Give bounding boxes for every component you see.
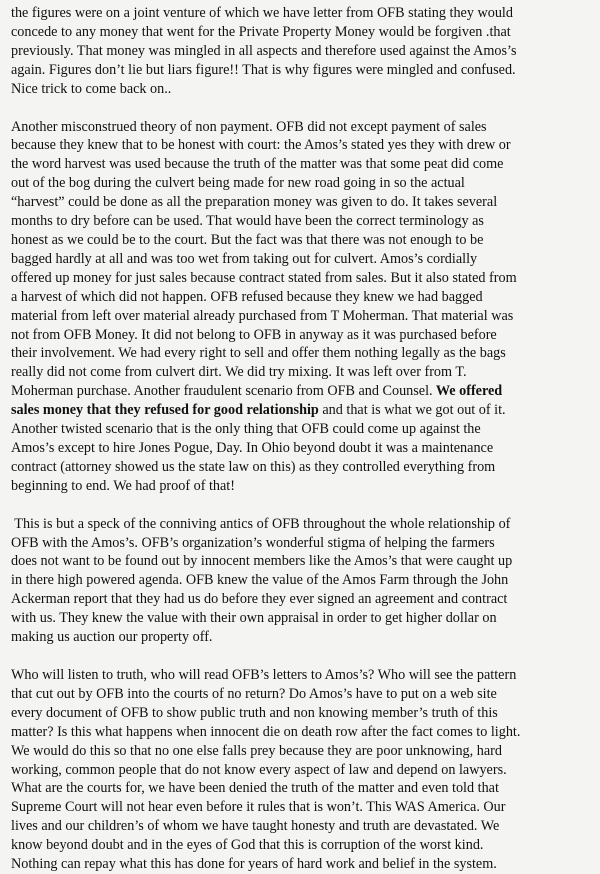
text-line: Supreme Court will not hear even before it rules that is won’t. This WAS America. Our <box>11 799 506 816</box>
text-line: matter? Is this what happens when innocent die on death row after the fact comes to light. <box>11 723 521 740</box>
text-line: every document of OFB to show public truth and non knowing member’s truth of this <box>11 704 498 721</box>
text-line: We would do this so that no one else falls prey because they are poor unknowing, hard <box>11 742 502 759</box>
text-line: again. Figures don’t lie but liars figure!! That is why figures were mingled and confused. <box>11 61 516 78</box>
text-line: Another twisted scenario that is the only thing that OFB could come up against the <box>11 421 481 438</box>
text-line: the word harvest was used because the truth of the matter was that some peat did come <box>11 156 504 173</box>
text-line: bagged hardly at all and was too wet from taking out for culvert. Amos’s cordially <box>11 250 478 267</box>
paragraph-2 <box>11 118 591 496</box>
text-line: offered up money for just sales because contract stated from sales. But it also stated from <box>11 269 517 286</box>
paragraph-3 <box>11 515 591 647</box>
text-line: material from left over material already purchased from T Moherman. That material was <box>11 307 514 324</box>
text-line: “harvest” could be done as all the preparation money was given to do. It takes several <box>11 194 498 211</box>
paragraph-1 <box>11 4 591 99</box>
text-line: contract (attorney showed us the state law on this) as they controlled everything from <box>11 458 496 475</box>
text-line: Nothing can repay what this has done for years of hard work and belief in the system. <box>11 856 497 873</box>
paragraph-4 <box>11 666 591 874</box>
text-line: the figures were on a joint venture of which we have letter from OFB stating they would <box>11 5 513 21</box>
text-line <box>11 401 591 420</box>
text-line: does not want to be found out by innocent members like the Amos’s that were caught up <box>11 553 513 570</box>
text-line: previously. That money was mingled in all aspects and therefore used against the Amos’s <box>11 42 517 59</box>
text-line: Ackerman report that they had us do before they ever signed an agreement and contract <box>11 591 508 608</box>
text-line: know beyond doubt and in the eyes of God that this is corruption of the worst kind. <box>11 837 484 854</box>
text-line: Amos’s except to hire Jones Pogue, Day. In Ohio beyond doubt it was a maintenance <box>11 439 494 456</box>
text-line: making us auction our property off. <box>11 629 213 646</box>
text-line: Who will listen to truth, who will read OFB’s letters to Amos’s? Who will see the pattern <box>11 667 517 683</box>
text-line: Another misconstrued theory of non payment. OFB did not except payment of sales <box>11 118 487 135</box>
text-line: working, common people that do not know every aspect of law and depend on lawyers. <box>11 761 507 778</box>
text-line: OFB with the Amos’s. OFB’s organization’s wonderful stigma of helping the farmers <box>11 534 495 551</box>
text-line <box>11 382 591 401</box>
text-line: What are the courts for, we have been denied the truth of the matter and even told that <box>11 780 499 797</box>
text-line: with us. They knew the value with their own appraisal in order to get higher dollar on <box>11 610 497 627</box>
text-line: honest as we could be to the court. But the fact was that there was not enough to be <box>11 231 484 248</box>
text-line: months to dry before can be used. That would have been the correct terminology as <box>11 213 484 230</box>
text-line: not from OFB Money. It did not belong to OFB in anyway as it was purchased before <box>11 326 497 343</box>
text-line: really did not come from culvert dirt. We did try mixing. It was left over from T. <box>11 364 467 381</box>
text-line: in there high powered agenda. OFB knew the value of the Amos Farm through the John <box>11 572 509 589</box>
text-line: out of the bog during the culvert being made for new road going in so the actual <box>11 175 465 192</box>
bold-text: We offered <box>432 383 503 400</box>
text-segment: Moherman purchase. Another fraudulent scenario from OFB and Counsel. <box>11 383 433 400</box>
text-line: This is but a speck of the conniving antics of OFB throughout the whole relationship of <box>11 515 511 532</box>
text-line: lives and our children’s of whom we have taught honesty and truth are devastated. We <box>11 818 500 835</box>
text-line: their involvement. We had every right to sell and offer them nothing legally as the bags <box>11 345 506 362</box>
text-line: beginning to end. We had proof of that! <box>11 477 235 494</box>
text-line: a harvest of which did not happen. OFB refused because they knew we had bagged <box>11 288 483 305</box>
text-line: Nice trick to come back on.. <box>11 80 172 97</box>
text-line: that cut out by OFB into the courts of no return? Do Amos’s have to put on a web site <box>11 685 497 702</box>
bold-text: sales money that they refused for good relationship <box>11 402 319 419</box>
text-segment: and that is what we got out of it. <box>318 402 506 419</box>
text-line: concede to any money that went for the Private Property Money would be forgiven .that <box>11 23 511 40</box>
text-line: because they knew that to be honest with court: the Amos’s stated yes they with drew or <box>11 137 511 154</box>
